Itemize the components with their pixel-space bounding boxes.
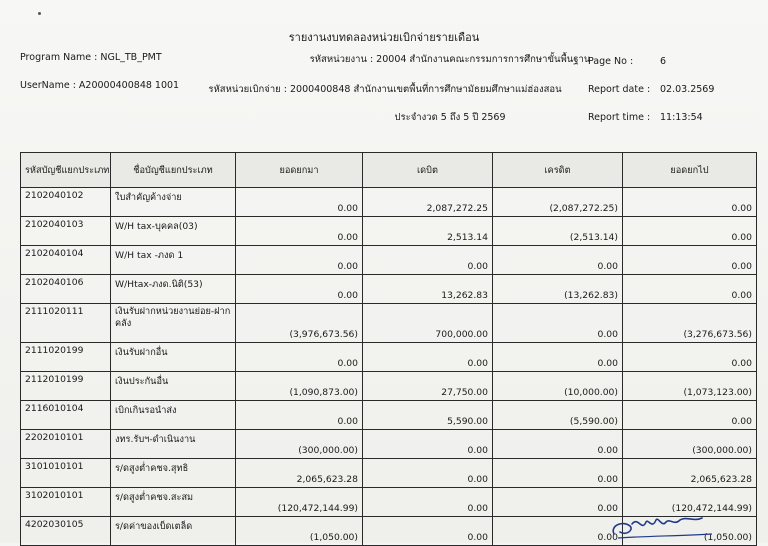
cell-carried-forward: (120,472,144.99)	[623, 488, 757, 517]
cell-brought-forward: 2,065,623.28	[236, 459, 363, 488]
header-debit: เดบิต	[363, 153, 493, 188]
table-row	[21, 430, 757, 459]
cell-account-code: 2102040102	[21, 188, 111, 217]
trial-balance-table	[20, 152, 757, 546]
cell-brought-forward: 0.00	[236, 188, 363, 217]
cell-carried-forward: 0.00	[623, 343, 757, 372]
cell-credit: (5,590.00)	[493, 401, 623, 430]
cell-brought-forward: (1,090,873.00)	[236, 372, 363, 401]
cell-account-code: 2202010101	[21, 430, 111, 459]
table-row	[21, 401, 757, 430]
cell-account-name: W/H tax-บุคคล(03)	[111, 217, 236, 246]
cell-debit: 2,513.14	[363, 217, 493, 246]
table-header-row	[21, 153, 757, 188]
cell-carried-forward: 2,065,623.28	[623, 459, 757, 488]
cell-debit: 0.00	[363, 430, 493, 459]
cell-account-name: ร/ดค่าของเบ็ดเตล็ด	[111, 517, 236, 546]
page-no-label: Page No :	[588, 56, 634, 67]
cell-account-code: 2111020111	[21, 304, 111, 343]
cell-brought-forward: 0.00	[236, 275, 363, 304]
cell-brought-forward: (1,050.00)	[236, 517, 363, 546]
agency-line: รหัสหน่วยงาน : 20004 สำนักงานคณะกรรมการการศึกษาขั้นพื้นฐาน	[309, 54, 591, 65]
header-brought-forward: ยอดยกมา	[236, 153, 363, 188]
page-no-value: 6	[660, 56, 667, 67]
cell-account-name: เงินประกันอื่น	[111, 372, 236, 401]
cell-credit: 0.00	[493, 304, 623, 343]
cell-brought-forward: 0.00	[236, 401, 363, 430]
scan-dot	[38, 12, 41, 15]
cell-carried-forward: 0.00	[623, 401, 757, 430]
cell-account-name: เบิกเกินรอนำส่ง	[111, 401, 236, 430]
table-row	[21, 343, 757, 372]
cell-carried-forward: 0.00	[623, 217, 757, 246]
cell-account-name: เงินรับฝากหน่วยงานย่อย-ฝากคลัง	[111, 304, 236, 343]
cell-account-code: 2116010104	[21, 401, 111, 430]
cell-carried-forward: (1,050.00)	[623, 517, 757, 546]
cell-debit: 0.00	[363, 488, 493, 517]
cell-account-code: 2111020199	[21, 343, 111, 372]
cell-debit: 5,590.00	[363, 401, 493, 430]
cell-carried-forward: 0.00	[623, 188, 757, 217]
table-row	[21, 304, 757, 343]
cell-debit: 13,262.83	[363, 275, 493, 304]
cell-brought-forward: (3,976,673.56)	[236, 304, 363, 343]
header-account-name: ชื่อบัญชีแยกประเภท	[111, 153, 236, 188]
cell-account-code: 3102010101	[21, 488, 111, 517]
cell-carried-forward: 0.00	[623, 246, 757, 275]
period-line: ประจำงวด 5 ถึง 5 ปี 2569	[394, 112, 506, 123]
header-carried-forward: ยอดยกไป	[623, 153, 757, 188]
table-row	[21, 459, 757, 488]
cell-account-name: ใบสำคัญค้างจ่าย	[111, 188, 236, 217]
cell-brought-forward: (300,000.00)	[236, 430, 363, 459]
cell-credit: 0.00	[493, 430, 623, 459]
cell-credit: (2,513.14)	[493, 217, 623, 246]
cell-account-name: W/H tax -ภงด 1	[111, 246, 236, 275]
cell-credit: (13,262.83)	[493, 275, 623, 304]
cell-account-code: 2102040106	[21, 275, 111, 304]
disburse-line: รหัสหน่วยเบิกจ่าย : 2000400848 สำนักงานเขตพื้นที่การศึกษามัธยมศึกษาแม่ฮ่องสอน	[208, 84, 562, 95]
cell-debit: 27,750.00	[363, 372, 493, 401]
cell-carried-forward: (3,276,673.56)	[623, 304, 757, 343]
table-row	[21, 246, 757, 275]
cell-brought-forward: (120,472,144.99)	[236, 488, 363, 517]
cell-account-name: W/Htax-ภงด.นิติ(53)	[111, 275, 236, 304]
report-title: รายงานงบทดลองหน่วยเบิกจ่ายรายเดือน	[288, 31, 480, 44]
cell-brought-forward: 0.00	[236, 246, 363, 275]
cell-account-name: ร/ดสูงต่ำคชจ.สุทธิ	[111, 459, 236, 488]
cell-debit: 700,000.00	[363, 304, 493, 343]
header-account-code: รหัสบัญชีแยกประเภท	[21, 153, 111, 188]
table-row	[21, 372, 757, 401]
cell-debit: 0.00	[363, 246, 493, 275]
header-credit: เครดิต	[493, 153, 623, 188]
cell-credit: 0.00	[493, 343, 623, 372]
cell-credit: 0.00	[493, 517, 623, 546]
cell-account-name: เงินรับฝากอื่น	[111, 343, 236, 372]
cell-credit: (10,000.00)	[493, 372, 623, 401]
cell-account-code: 2102040103	[21, 217, 111, 246]
cell-debit: 0.00	[363, 343, 493, 372]
report-date-value: 02.03.2569	[660, 84, 715, 95]
program-name: Program Name : NGL_TB_PMT	[20, 52, 162, 63]
cell-carried-forward: 0.00	[623, 275, 757, 304]
cell-account-code: 2112010199	[21, 372, 111, 401]
cell-credit: 0.00	[493, 246, 623, 275]
user-name: UserName : A20000400848 1001	[20, 80, 180, 91]
signature	[608, 506, 718, 542]
report-date-label: Report date :	[588, 84, 651, 95]
cell-carried-forward: (300,000.00)	[623, 430, 757, 459]
cell-credit: 0.00	[493, 459, 623, 488]
cell-account-code: 2102040104	[21, 246, 111, 275]
cell-debit: 0.00	[363, 459, 493, 488]
cell-debit: 0.00	[363, 517, 493, 546]
cell-brought-forward: 0.00	[236, 217, 363, 246]
cell-credit: 0.00	[493, 488, 623, 517]
cell-debit: 2,087,272.25	[363, 188, 493, 217]
cell-carried-forward: (1,073,123.00)	[623, 372, 757, 401]
cell-credit: (2,087,272.25)	[493, 188, 623, 217]
table-row	[21, 188, 757, 217]
cell-account-code: 4202030105	[21, 517, 111, 546]
report-time-value: 11:13:54	[660, 112, 703, 123]
cell-account-name: ร/ดสูงต่ำคชจ.สะสม	[111, 488, 236, 517]
cell-account-code: 3101010101	[21, 459, 111, 488]
report-time-label: Report time :	[588, 112, 651, 123]
cell-brought-forward: 0.00	[236, 343, 363, 372]
table-row	[21, 275, 757, 304]
table-row	[21, 217, 757, 246]
cell-account-name: งทร.รับฯ-ดำเนินงาน	[111, 430, 236, 459]
